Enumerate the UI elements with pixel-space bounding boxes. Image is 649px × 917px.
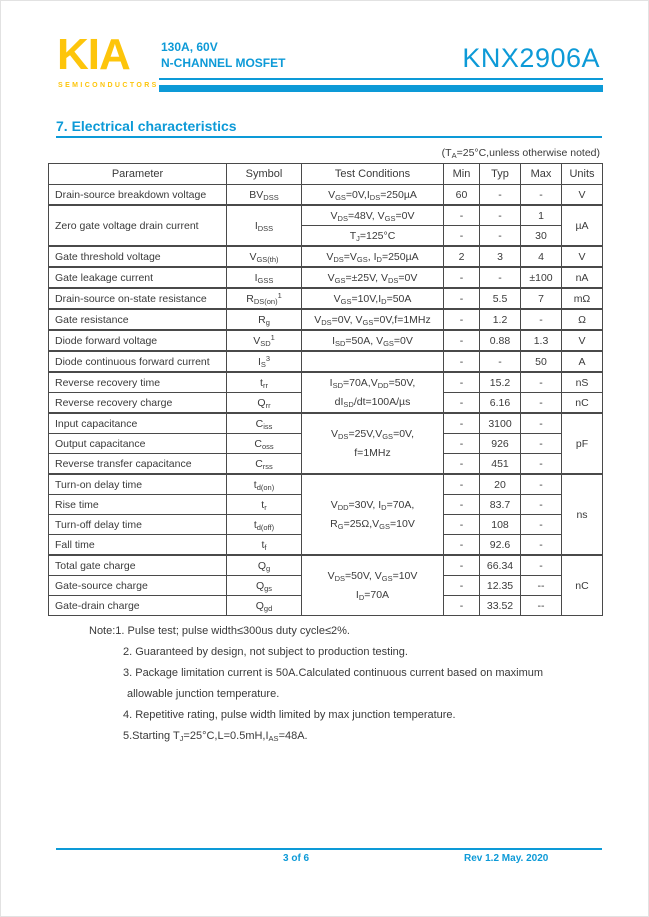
cell-max: ±100 [521, 267, 562, 288]
cell-typ: 3100 [480, 413, 521, 434]
note-line: 2. Guaranteed by design, not subject to production testing. [123, 646, 408, 658]
cell-typ: 108 [480, 515, 521, 535]
cell-symbol: $V_{SD}^1$ [227, 330, 302, 351]
cell-units: V [562, 330, 603, 351]
cell-parameter: Diode forward voltage [49, 330, 227, 351]
cell-symbol: $I_{DSS}$ [227, 205, 302, 246]
table-row [49, 246, 603, 267]
cell-symbol: $Q_{gd}$ [227, 596, 302, 616]
cell-typ: 3 [480, 246, 521, 267]
cell-parameter: Drain-source on-state resistance [49, 288, 227, 309]
cell-typ: 33.52 [480, 596, 521, 616]
table-header-row [49, 164, 603, 185]
cell-parameter: Gate-source charge [49, 576, 227, 596]
cell-typ: 12.35 [480, 576, 521, 596]
cell-symbol: $t_f$ [227, 535, 302, 556]
cell-max: - [521, 413, 562, 434]
cell-parameter: Reverse recovery charge [49, 393, 227, 414]
cell-symbol: $R_{DS(on)}^1$ [227, 288, 302, 309]
cell-parameter: Gate threshold voltage [49, 246, 227, 267]
cell-min: 60 [444, 185, 480, 206]
cell-typ: 0.88 [480, 330, 521, 351]
cell-parameter: Gate leakage current [49, 267, 227, 288]
table-row [49, 330, 603, 351]
electrical-characteristics-table [48, 163, 603, 616]
cell-min: - [444, 205, 480, 226]
cell-min: - [444, 474, 480, 495]
cell-typ: 20 [480, 474, 521, 495]
spec-current-voltage: 130A, 60V [161, 40, 218, 54]
cell-parameter: Zero gate voltage drain current [49, 205, 227, 246]
header-rule-thick [159, 85, 603, 92]
cell-min: - [444, 515, 480, 535]
cell-parameter: Total gate charge [49, 555, 227, 576]
cell-conditions: $V_{GS}=10V,I_D=50A$ [302, 288, 444, 309]
cell-conditions [302, 351, 444, 372]
cell-typ: - [480, 205, 521, 226]
cell-symbol: $t_{d(on)}$ [227, 474, 302, 495]
kia-logo-subtitle: SEMICONDUCTORS [58, 82, 159, 89]
col-header-max: Max [521, 164, 562, 185]
cell-symbol: $V_{GS(th)}$ [227, 246, 302, 267]
cell-conditions: $I_{SD}=50A$, $V_{GS}=0V$ [302, 330, 444, 351]
table-row [49, 413, 603, 434]
col-header-test-conditions: Test Conditions [302, 164, 444, 185]
cell-min: - [444, 393, 480, 414]
page-number: 3 of 6 [283, 853, 310, 864]
table-row [49, 474, 603, 495]
note-line: allowable junction temperature. [127, 688, 280, 700]
cell-max: - [521, 393, 562, 414]
cell-symbol: $Q_{rr}$ [227, 393, 302, 414]
cell-typ: 66.34 [480, 555, 521, 576]
cell-min: - [444, 226, 480, 247]
cell-max: - [521, 515, 562, 535]
cell-typ: - [480, 351, 521, 372]
cell-symbol: $t_r$ [227, 495, 302, 515]
cell-units: nA [562, 267, 603, 288]
table-row [49, 185, 603, 206]
cell-units: nS [562, 372, 603, 393]
cell-min: - [444, 454, 480, 475]
note-line: 4. Repetitive rating, pulse width limited by max junction temperature. [123, 709, 456, 721]
cell-min: - [444, 372, 480, 393]
cell-typ: 6.16 [480, 393, 521, 414]
cell-parameter: Output capacitance [49, 434, 227, 454]
cell-symbol: $Q_g$ [227, 555, 302, 576]
table-row [49, 309, 603, 330]
cell-units: pF [562, 413, 603, 474]
cell-min: 2 [444, 246, 480, 267]
cell-min: - [444, 555, 480, 576]
cell-max: - [521, 309, 562, 330]
cell-units: ns [562, 474, 603, 555]
cell-symbol: $R_g$ [227, 309, 302, 330]
cell-symbol: $t_{rr}$ [227, 372, 302, 393]
cell-symbol: $C_{rss}$ [227, 454, 302, 475]
cell-units: V [562, 246, 603, 267]
cell-parameter: Turn-off delay time [49, 515, 227, 535]
col-header-min: Min [444, 164, 480, 185]
cell-min: - [444, 495, 480, 515]
cell-min: - [444, 434, 480, 454]
cell-typ: 83.7 [480, 495, 521, 515]
notes-block [89, 621, 589, 747]
cell-symbol: $t_{d(off)}$ [227, 515, 302, 535]
cell-symbol: $BV_{DSS}$ [227, 185, 302, 206]
revision-label: Rev 1.2 May. 2020 [464, 853, 549, 864]
cell-symbol: $Q_{gs}$ [227, 576, 302, 596]
cell-max: - [521, 372, 562, 393]
cell-conditions: $I_{SD}=70A,V_{DD}=50V$, $dI_{SD}/dt=100A/\mu s$ [302, 372, 444, 413]
cell-units: mΩ [562, 288, 603, 309]
cell-conditions: $V_{DD}=30V$, $I_D=70A$, $R_G=25\Omega,V_{GS}=10V$ [302, 474, 444, 555]
cell-typ: 15.2 [480, 372, 521, 393]
cell-typ: 1.2 [480, 309, 521, 330]
cell-units: nC [562, 555, 603, 616]
cell-parameter: Rise time [49, 495, 227, 515]
cell-max: - [521, 434, 562, 454]
cell-max: 30 [521, 226, 562, 247]
cell-min: - [444, 288, 480, 309]
cell-max: -- [521, 576, 562, 596]
footer-rule [56, 848, 602, 850]
col-header-parameter: Parameter [49, 164, 227, 185]
cell-max: - [521, 185, 562, 206]
cell-parameter: Gate-drain charge [49, 596, 227, 616]
cell-parameter: Input capacitance [49, 413, 227, 434]
cell-typ: 92.6 [480, 535, 521, 556]
cell-typ: 451 [480, 454, 521, 475]
note-line: 3. Package limitation current is 50A.Calculated continuous current based on maximum [123, 667, 544, 679]
cell-max: 1.3 [521, 330, 562, 351]
cell-conditions: $V_{GS}=0V,I_{DS}=250\mu A$ [302, 185, 444, 206]
cell-max: - [521, 535, 562, 556]
cell-conditions: $V_{DS}=0V$, $V_{GS}=0V,f=1MHz$ [302, 309, 444, 330]
cell-units: nC [562, 393, 603, 414]
table-row [49, 555, 603, 576]
col-header-units: Units [562, 164, 603, 185]
cell-conditions: $V_{DS}=V_{GS}$, $I_D=250\mu A$ [302, 246, 444, 267]
cell-min: - [444, 351, 480, 372]
table-row [49, 351, 603, 372]
cell-units: Ω [562, 309, 603, 330]
cell-conditions: $T_J=125^\circ C$ [302, 226, 444, 247]
cell-max: - [521, 474, 562, 495]
cell-conditions: $V_{DS}=48V$, $V_{GS}=0V$ [302, 205, 444, 226]
cell-symbol: $C_{oss}$ [227, 434, 302, 454]
cell-parameter: Reverse transfer capacitance [49, 454, 227, 475]
cell-symbol: $I_{GSS}$ [227, 267, 302, 288]
table-row [49, 205, 603, 226]
cell-max: 4 [521, 246, 562, 267]
cell-parameter: Fall time [49, 535, 227, 556]
cell-max: - [521, 495, 562, 515]
header-rule-thin [159, 78, 603, 80]
cell-typ: - [480, 267, 521, 288]
table-row [49, 372, 603, 393]
cell-conditions: $V_{DS}=25V,V_{GS}=0V$, f=1MHz [302, 413, 444, 474]
cell-parameter: Turn-on delay time [49, 474, 227, 495]
table-row [49, 288, 603, 309]
cell-conditions: $V_{GS}=\pm 25V$, $V_{DS}=0V$ [302, 267, 444, 288]
cell-max: - [521, 454, 562, 475]
cell-parameter: Reverse recovery time [49, 372, 227, 393]
section-heading-underline [56, 118, 602, 138]
cell-conditions: $V_{DS}=50V$, $V_{GS}=10V$ $I_D=70A$ [302, 555, 444, 616]
cell-parameter: Diode continuous forward current [49, 351, 227, 372]
cell-parameter: Gate resistance [49, 309, 227, 330]
part-number: KNX2906A [462, 43, 600, 73]
cell-typ: - [480, 226, 521, 247]
col-header-typ: Typ [480, 164, 521, 185]
cell-min: - [444, 309, 480, 330]
cell-max: -- [521, 596, 562, 616]
cell-typ: 5.5 [480, 288, 521, 309]
cell-typ: - [480, 185, 521, 206]
col-header-symbol: Symbol [227, 164, 302, 185]
test-condition-note: ($T_A=25^\circ C,unless$ otherwise noted) [441, 147, 600, 160]
device-spec [161, 39, 285, 71]
cell-symbol: $I_S^3$ [227, 351, 302, 372]
cell-max: 7 [521, 288, 562, 309]
section-title: 7. Electrical characteristics [56, 118, 237, 134]
cell-units: µA [562, 205, 603, 246]
note-line: Note:1. Pulse test; pulse width≤300us duty cycle≤2%. [89, 625, 350, 637]
cell-max: - [521, 555, 562, 576]
cell-min: - [444, 576, 480, 596]
cell-min: - [444, 535, 480, 556]
table-row [49, 267, 603, 288]
cell-min: - [444, 596, 480, 616]
cell-max: 1 [521, 205, 562, 226]
cell-units: A [562, 351, 603, 372]
note-line: 5.Starting $T_J=25^\circ C,L=0.5mH,I_{AS}=48A$. [123, 730, 308, 743]
cell-units: V [562, 185, 603, 206]
cell-min: - [444, 267, 480, 288]
cell-parameter: Drain-source breakdown voltage [49, 185, 227, 206]
cell-typ: 926 [480, 434, 521, 454]
cell-max: 50 [521, 351, 562, 372]
kia-logo: KIA [57, 30, 130, 79]
cell-symbol: $C_{iss}$ [227, 413, 302, 434]
spec-device-type: N-CHANNEL MOSFET [161, 56, 286, 70]
cell-min: - [444, 330, 480, 351]
cell-min: - [444, 413, 480, 434]
